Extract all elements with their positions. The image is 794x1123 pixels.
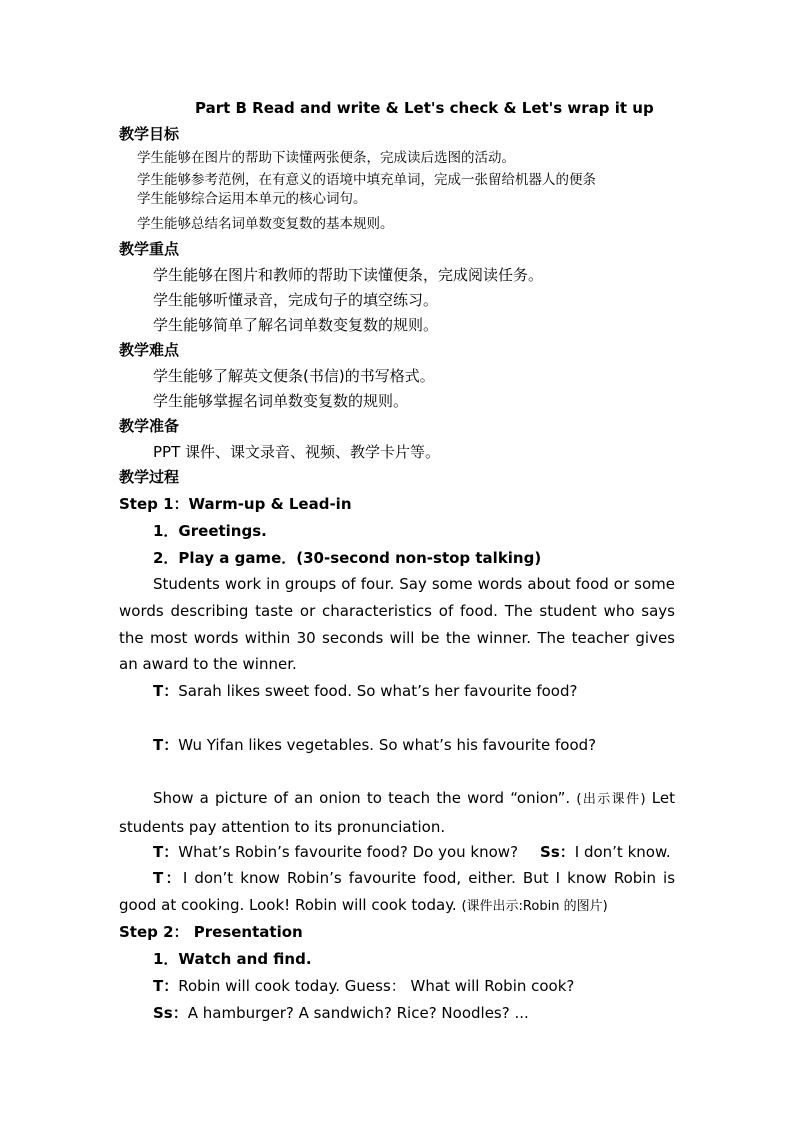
speaker-label: T： bbox=[153, 843, 179, 861]
key-point-item: 学生能够简单了解名词单数变复数的规则。 bbox=[153, 316, 439, 334]
onion-text: Show a picture of an onion to teach the word “onion”. bbox=[153, 789, 577, 807]
preparation-text: PPT 课件、课文录音、视频、教学卡片等。 bbox=[153, 443, 441, 461]
teacher-guess-prompt bbox=[153, 976, 574, 996]
preparation-heading: 教学准备 bbox=[119, 417, 180, 435]
speaker-label: T： bbox=[153, 977, 179, 995]
speaker-label: T： bbox=[153, 736, 179, 754]
goal-item: 学生能够综合运用本单元的核心词句。 bbox=[137, 191, 367, 207]
onion-instruction bbox=[119, 785, 675, 841]
step1-heading: Step 1：Warm-up & Lead-in bbox=[119, 495, 352, 513]
teacher-question-sarah bbox=[153, 681, 577, 701]
difficult-point-item: 学生能够了解英文便条(书信)的书写格式。 bbox=[153, 367, 435, 385]
difficult-points-heading: 教学难点 bbox=[119, 341, 180, 359]
speaker-label: Ss： bbox=[153, 1004, 188, 1022]
dialogue-text: What’s Robin’s favourite food? Do you know? bbox=[178, 843, 519, 861]
step2-heading: Step 2： Presentation bbox=[119, 923, 303, 941]
key-point-item: 学生能够在图片和教师的帮助下读懂便条，完成阅读任务。 bbox=[153, 266, 544, 284]
question-text: Wu Yifan likes vegetables. So what’s his favourite food? bbox=[178, 736, 597, 754]
dialogue-text: Robin will cook today. Guess： What will Robin cook? bbox=[178, 977, 575, 995]
key-point-item: 学生能够听懂录音，完成句子的填空练习。 bbox=[153, 291, 439, 309]
onion-note: (出示课件) bbox=[576, 792, 646, 807]
step2-item-watch: 1．Watch and find. bbox=[153, 950, 312, 968]
step1-game-description: Students work in groups of four. Say some words about food or some words describing taste or characteristics of food. The student who says the most words within 30 seconds will be the winner. The teacher gives an award to the winner. bbox=[119, 575, 675, 674]
goal-item: 学生能够在图片的帮助下读懂两张便条，完成读后选图的活动。 bbox=[137, 150, 515, 166]
speaker-label: T： bbox=[153, 682, 179, 700]
goal-item: 学生能够总结名词单数变复数的基本规则。 bbox=[137, 216, 394, 232]
step1-item-greetings: 1．Greetings. bbox=[153, 522, 267, 540]
slide-note: (课件出示:Robin 的图片) bbox=[461, 898, 608, 914]
step1-item-game: 2．Play a game．(30-second non-stop talking) bbox=[153, 549, 542, 567]
students-guesses bbox=[153, 1003, 529, 1023]
goal-item: 学生能够参考范例，在有意义的语境中填充单词，完成一张留给机器人的便条 bbox=[137, 172, 596, 188]
teacher-question-wu-yifan bbox=[153, 735, 596, 755]
question-text: Sarah likes sweet food. So what’s her favourite food? bbox=[178, 682, 578, 700]
dialogue-robin-food bbox=[153, 842, 671, 862]
dialogue-text: I don’t know. bbox=[574, 843, 671, 861]
page-title: Part B Read and write & Let's check & Let's wrap it up bbox=[195, 99, 654, 117]
key-points-heading: 教学重点 bbox=[119, 240, 180, 258]
speaker-label: T： bbox=[153, 869, 183, 887]
goals-heading: 教学目标 bbox=[119, 125, 180, 143]
difficult-point-item: 学生能够掌握名词单数变复数的规则。 bbox=[153, 392, 409, 410]
dialogue-text: I don’t know Robin’s favourite food, either. But I know Robin is good at cooking. Look! Robin will cook today. bbox=[119, 869, 676, 914]
onion-rest: Let students pay attention to its pronunciation. bbox=[119, 789, 675, 836]
dialogue-text: A hamburger? A sandwich? Rice? Noodles? ... bbox=[187, 1004, 529, 1022]
process-heading: 教学过程 bbox=[119, 468, 180, 486]
dialogue-robin-cooking bbox=[119, 865, 675, 921]
speaker-label: Ss： bbox=[540, 843, 575, 861]
